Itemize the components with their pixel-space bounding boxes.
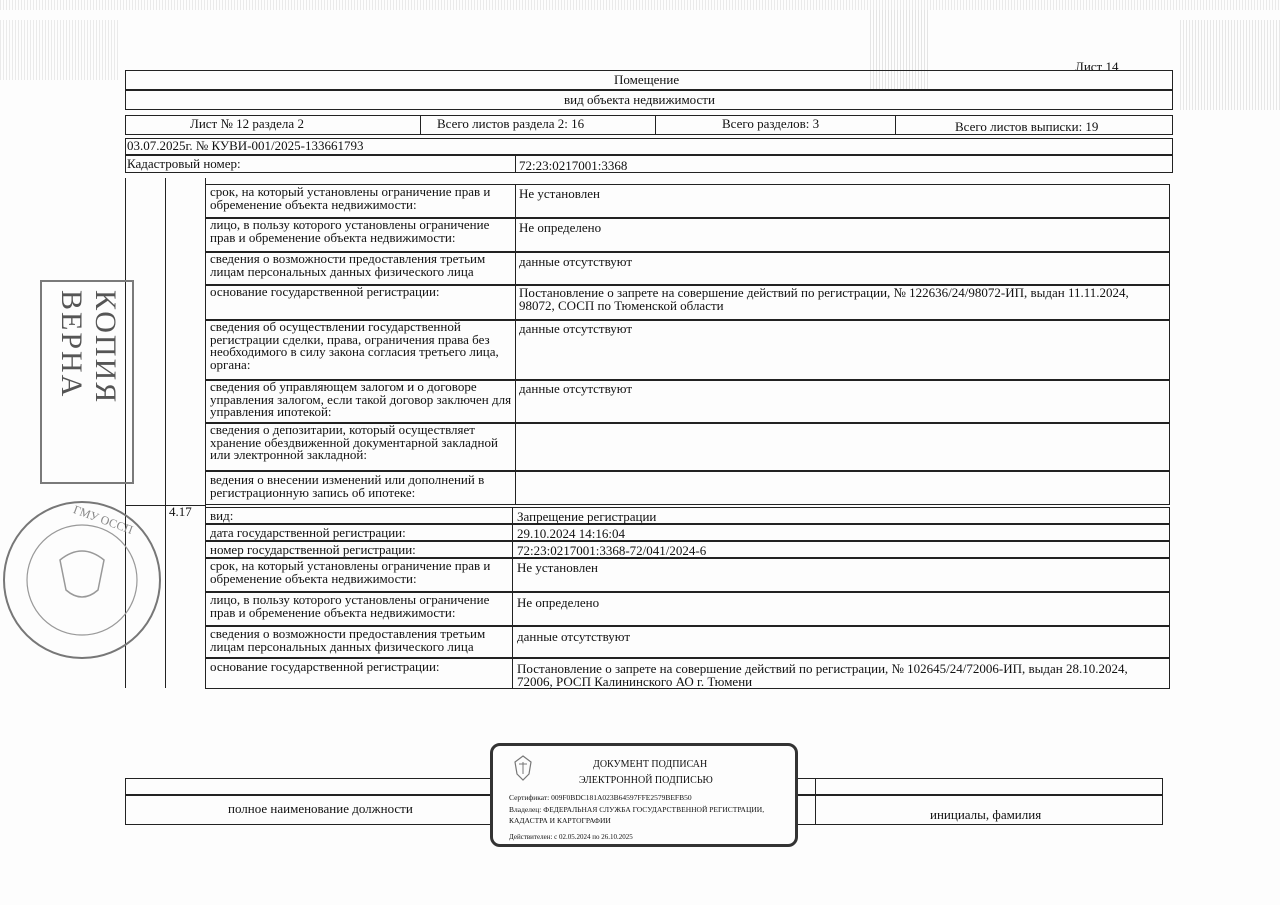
esign-validity: Действителен: с 02.05.2024 по 26.10.2025	[509, 833, 633, 841]
row-label: сведения об управляющем залогом и о договоре управления залогом, если такой договор заключен для управления ипотекой:	[210, 379, 512, 419]
esign-line2: ЭЛЕКТРОННОЙ ПОДПИСЬЮ	[579, 775, 713, 786]
entry-value: Не определено	[517, 595, 600, 610]
cadastral-value: 72:23:0217001:3368	[519, 158, 628, 173]
esignature-stamp	[490, 743, 798, 847]
entry-value: данные отсутствуют	[517, 629, 631, 644]
official-seal	[0, 480, 165, 680]
row-label: срок, на который установлены ограничение прав и обременение объекта недвижимости:	[210, 184, 491, 212]
copy-stamp-text: КОПИЯ ВЕРНА	[55, 290, 122, 405]
row-label: ведения о внесении изменений или дополнений в регистрационную запись об ипотеке:	[210, 472, 485, 500]
coat-of-arms-icon	[511, 754, 535, 782]
cadastral-label: Кадастровый номер:	[127, 156, 241, 171]
row-value: Постановление о запрете на совершение действий по регистрации, № 122636/24/98072-ИП, выдан 11.11.2024, 98072, СОСП по Тюменской области	[519, 285, 1129, 313]
esign-owner: Владелец: ФЕДЕРАЛЬНАЯ СЛУЖБА ГОСУДАРСТВЕННОЙ РЕГИСТРАЦИИ, КАДАСТРА И КАРТОГРАФИИ	[509, 805, 765, 825]
entry-label: дата государственной регистрации:	[210, 525, 406, 540]
emblem-icon	[60, 551, 104, 597]
row-value: данные отсутствуют	[519, 254, 633, 269]
cadastral-row	[125, 155, 1173, 173]
total-sections: Всего разделов: 3	[722, 116, 820, 131]
row-value: данные отсутствуют	[519, 381, 633, 396]
object-kind: вид объекта недвижимости	[564, 92, 715, 107]
entry-label: вид:	[210, 508, 234, 523]
entry-label: номер государственной регистрации:	[210, 542, 416, 557]
entry-number: 4.17	[169, 504, 192, 519]
section-sheet: Лист № 12 раздела 2	[190, 116, 304, 131]
row-value: Не установлен	[519, 186, 600, 201]
esign-line1: ДОКУМЕНТ ПОДПИСАН	[593, 759, 708, 770]
entry-label: срок, на который установлены ограничение прав и обременение объекта недвижимости:	[210, 558, 491, 586]
row-label: сведения о возможности предоставления третьим лицам персональных данных физического лица	[210, 251, 486, 279]
table-row	[205, 507, 1170, 524]
object-title: Помещение	[614, 72, 680, 87]
row-value: данные отсутствуют	[519, 321, 633, 336]
copy-stamp	[40, 280, 134, 484]
esign-certificate: Сертификат: 009F0BDC181A023B64597FFE2579BEFB50	[509, 793, 692, 802]
row-label: лицо, в пользу которого установлены ограничение прав и обременение объекта недвижимости:	[210, 217, 490, 245]
entry-value: Не установлен	[517, 560, 598, 575]
total-extract-sheets: Всего листов выписки: 19	[955, 119, 1099, 134]
seal-text: ГМУ ОССП	[71, 502, 135, 537]
entry-value: 29.10.2024 14:16:04	[517, 526, 625, 541]
doc-date-number: 03.07.2025г. № КУВИ-001/2025-133661793	[127, 138, 364, 153]
row-label: сведения об осуществлении государственной регистрации сделки, права, ограничения права без необходимого в силу закона согласия третьего лица, органа:	[210, 319, 499, 372]
total-section-sheets: Всего листов раздела 2: 16	[437, 116, 585, 131]
row-label: основание государственной регистрации:	[210, 284, 440, 299]
entry-value: 72:23:0217001:3368-72/041/2024-6	[517, 543, 707, 558]
row-label: сведения о депозитарии, который осуществляет хранение обездвиженной документарной закладной или электронной закладной:	[210, 422, 498, 462]
position-label: полное наименование должности	[228, 801, 413, 816]
row-value: Не определено	[519, 220, 602, 235]
sheet-label: Лист 14	[1075, 59, 1119, 74]
entry-value: Постановление о запрете на совершение действий по регистрации, № 102645/24/72006-ИП, выдан 28.10.2024, 72006, РОСП Калининского АО г. Тюмени	[517, 661, 1128, 689]
initials-label: инициалы, фамилия	[930, 807, 1042, 822]
entry-label: сведения о возможности предоставления третьим лицам персональных данных физического лица	[210, 626, 486, 654]
entry-label: основание государственной регистрации:	[210, 659, 440, 674]
entry-label: лицо, в пользу которого установлены ограничение прав и обременение объекта недвижимости:	[210, 592, 490, 620]
entry-value: Запрещение регистрации	[517, 509, 657, 524]
